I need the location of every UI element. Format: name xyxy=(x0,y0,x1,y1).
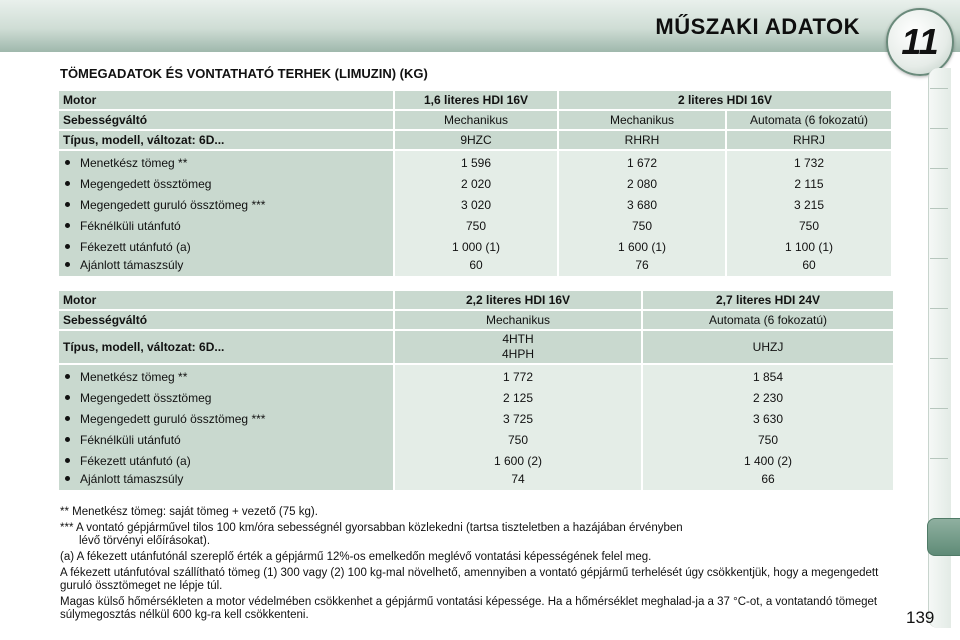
type-code: RHRJ xyxy=(727,131,891,149)
row-label: Megengedett guruló össztömeg *** xyxy=(80,198,266,212)
table-row xyxy=(59,91,891,109)
bullet-icon xyxy=(65,416,70,421)
bullet-icon xyxy=(65,476,70,481)
footnote-braked-trailer: (a) A fékezett utánfutónál szereplő érték a gépjármű 12%-os emelkedőn meglévő vontatási képességének felel meg. xyxy=(60,551,652,563)
side-tab-divider xyxy=(930,128,948,129)
weight-values xyxy=(395,365,641,490)
gearbox-value: Mechanikus xyxy=(395,311,641,329)
value-cell: 2 230 xyxy=(752,391,784,405)
type-label: Típus, modell, változat: 6D... xyxy=(59,131,393,149)
footnote-curb-weight: ** Menetkész tömeg: saját tömeg + vezető (75 kg). xyxy=(60,506,318,518)
row-label: Megengedett össztömeg xyxy=(80,391,212,405)
row-label: Féknélküli utánfutó xyxy=(80,219,181,233)
gearbox-label: Sebességváltó xyxy=(59,111,393,129)
weight-labels xyxy=(59,365,393,490)
chapter-badge xyxy=(886,8,954,76)
bullet-icon xyxy=(65,181,70,186)
value-cell: 2 115 xyxy=(794,177,824,191)
value-cell: 1 600 (1) xyxy=(617,240,667,254)
type-code-line: 4HPH xyxy=(501,347,534,361)
gearbox-value: Automata (6 fokozatú) xyxy=(643,311,893,329)
side-tab-divider xyxy=(930,168,948,169)
weight-values xyxy=(727,151,891,276)
footnote-text: lévő törvényi előírásokat). xyxy=(79,535,211,547)
value-cell: 3 680 xyxy=(626,198,658,212)
row-label: Menetkész tömeg ** xyxy=(80,156,188,170)
type-label: Típus, modell, változat: 6D... xyxy=(59,331,393,363)
gearbox-label: Sebességváltó xyxy=(59,311,393,329)
row-label: Fékezett utánfutó (a) xyxy=(80,240,191,254)
note-towing-increase: A fékezett utánfutóval szállítható tömeg (1) 300 vagy (2) 100 kg-mal növelhető, amennyiben a vontató gépjármű terhelését úgy csökkentjük, hogy a megengedett guruló össztömeget ne lépje túl. xyxy=(60,567,879,592)
engine-heading: 2,7 literes HDI 24V xyxy=(643,291,893,309)
side-tab-divider xyxy=(930,358,948,359)
bullet-icon xyxy=(65,244,70,249)
table-row xyxy=(59,131,891,149)
bullet-icon xyxy=(65,395,70,400)
value-cell: 3 020 xyxy=(460,198,492,212)
weight-labels xyxy=(59,151,393,276)
bullet-icon xyxy=(65,202,70,207)
weights-table-1 xyxy=(57,89,893,278)
weights-table-2 xyxy=(57,289,895,492)
side-tab-divider xyxy=(930,208,948,209)
row-label: Fékezett utánfutó (a) xyxy=(80,454,191,468)
type-code: RHRH xyxy=(559,131,725,149)
active-chapter-tab[interactable] xyxy=(927,518,960,556)
page-number: 139 xyxy=(906,608,935,627)
value-cell: 1 596 xyxy=(460,156,492,170)
bullet-icon xyxy=(65,160,70,165)
value-cell: 60 xyxy=(469,258,483,272)
value-cell: 3 725 xyxy=(502,412,534,426)
value-cell: 2 125 xyxy=(502,391,534,405)
row-label: Ajánlott támaszsúly xyxy=(80,258,184,272)
value-cell: 750 xyxy=(465,219,487,233)
chapter-number: 11 xyxy=(901,21,939,62)
value-cell: 1 854 xyxy=(752,370,784,384)
type-code: UHZJ xyxy=(643,331,893,363)
engine-heading: 2,2 literes HDI 16V xyxy=(395,291,641,309)
bullet-icon xyxy=(65,223,70,228)
row-label: Menetkész tömeg ** xyxy=(80,370,188,384)
chapter-title: MŰSZAKI ADATOK xyxy=(655,14,860,39)
type-code: 9HZC xyxy=(395,131,557,149)
row-label: Féknélküli utánfutó xyxy=(80,433,181,447)
value-cell: 76 xyxy=(635,258,649,272)
value-cell: 74 xyxy=(511,472,525,486)
value-cell: 750 xyxy=(507,433,529,447)
bullet-icon xyxy=(65,458,70,463)
side-tab-divider xyxy=(930,408,948,409)
value-cell: 1 000 (1) xyxy=(451,240,501,254)
gearbox-value: Automata (6 fokozatú) xyxy=(727,111,891,129)
value-cell: 1 672 xyxy=(626,156,658,170)
value-cell: 750 xyxy=(798,219,820,233)
bullet-icon xyxy=(65,437,70,442)
row-label: Megengedett össztömeg xyxy=(80,177,212,191)
table-row xyxy=(59,331,893,363)
gearbox-value: Mechanikus xyxy=(395,111,557,129)
table-row xyxy=(59,151,891,276)
type-code xyxy=(395,331,641,363)
value-cell: 1 600 (2) xyxy=(493,454,543,468)
footnote-text: *** A vontató gépjárművel tilos 100 km/óra sebességnél gyorsabban közlekedni (tartsa tiszteletben a hazájában érvényben xyxy=(60,522,683,534)
engine-heading: 1,6 literes HDI 16V xyxy=(395,91,557,109)
value-cell: 2 080 xyxy=(626,177,658,191)
table-row xyxy=(59,291,893,309)
footnote-speed-limit xyxy=(60,522,906,548)
weight-values xyxy=(643,365,893,490)
table-row xyxy=(59,311,893,329)
value-cell: 1 732 xyxy=(793,156,825,170)
table-row xyxy=(59,365,893,490)
value-cell: 750 xyxy=(631,219,653,233)
value-cell: 2 020 xyxy=(460,177,492,191)
value-cell: 750 xyxy=(757,433,779,447)
row-label: Ajánlott támaszsúly xyxy=(80,472,184,486)
note-high-temperature: Magas külső hőmérsékleten a motor védelmében csökkenhet a gépjármű vontatási képessége. Ha a hőmérséklet meghalad-ja a 37 °C-ot, a vontatandó tömeget súlymegosztás nélkül 600 kg-ra kell csökkenteni. xyxy=(60,596,878,621)
type-code-line: 4HTH xyxy=(502,332,534,346)
value-cell: 66 xyxy=(761,472,775,486)
value-cell: 3 630 xyxy=(752,412,784,426)
engine-heading: 2 literes HDI 16V xyxy=(559,91,891,109)
value-cell: 3 215 xyxy=(793,198,825,212)
page-header xyxy=(0,0,960,52)
table-row xyxy=(59,111,891,129)
row-label: Megengedett guruló össztömeg *** xyxy=(80,412,266,426)
section-title: TÖMEGADATOK ÉS VONTATHATÓ TERHEK (LIMUZIN) (KG) xyxy=(60,66,428,81)
side-tab-divider xyxy=(930,88,948,89)
weight-values xyxy=(559,151,725,276)
bullet-icon xyxy=(65,262,70,267)
weight-values xyxy=(395,151,557,276)
motor-label: Motor xyxy=(59,291,393,309)
value-cell: 1 100 (1) xyxy=(784,240,834,254)
side-tab-divider xyxy=(930,458,948,459)
value-cell: 60 xyxy=(802,258,816,272)
gearbox-value: Mechanikus xyxy=(559,111,725,129)
value-cell: 1 400 (2) xyxy=(743,454,793,468)
motor-label: Motor xyxy=(59,91,393,109)
side-tab-divider xyxy=(930,258,948,259)
bullet-icon xyxy=(65,374,70,379)
side-tab-divider xyxy=(930,308,948,309)
value-cell: 1 772 xyxy=(502,370,534,384)
footnotes xyxy=(60,506,906,625)
